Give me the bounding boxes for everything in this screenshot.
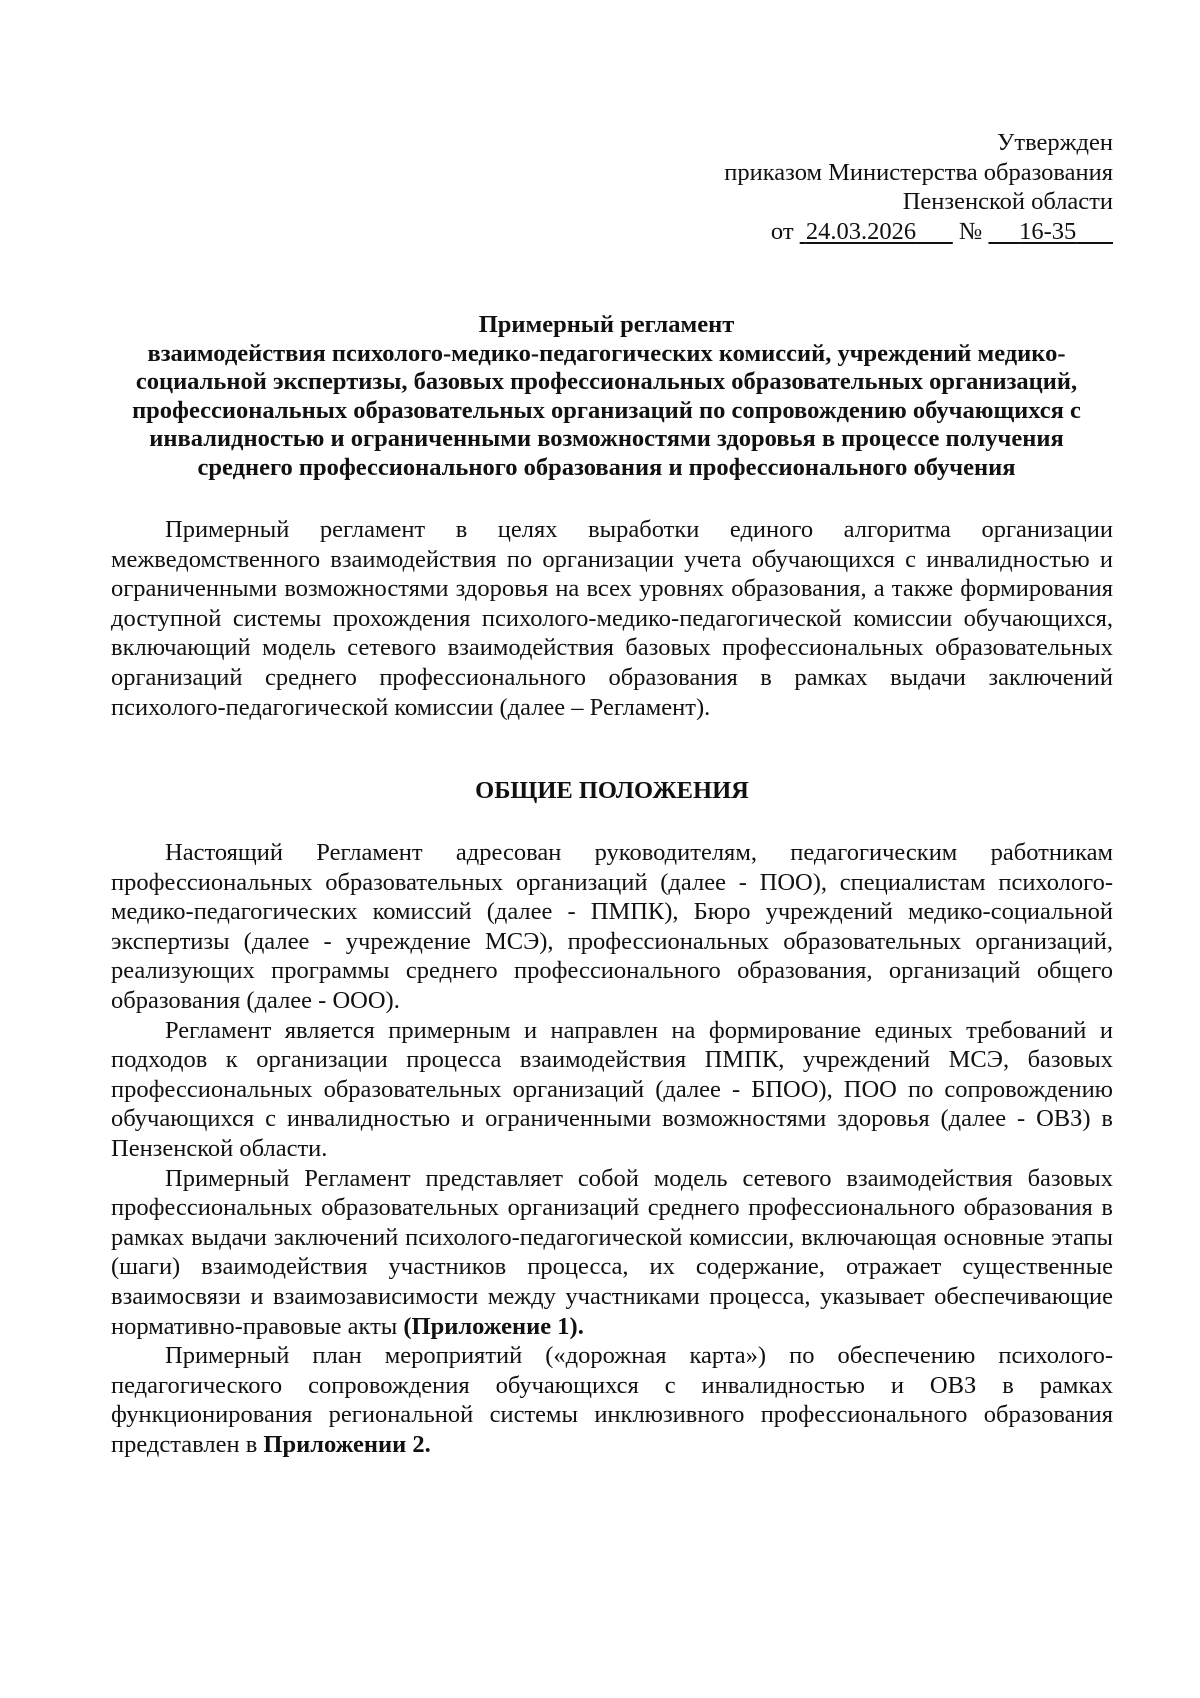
title-line-4: профессиональных образовательных организаций по сопровождению обучающихся с: [132, 396, 1081, 424]
paragraph-1: Настоящий Регламент адресован руководителям, педагогическим работникам профессиональных образовательных организаций (далее - ПОО), специалистам психолого-медико-педагогических комиссий (далее - ПМПК), Бюро учреждений медико-социальной экспертизы (далее - учреждение МСЭ), профессиональных образовательных организаций, реализующих программы среднего профессионального образования, организаций общего образования (далее - ООО).: [111, 839, 1113, 1014]
order-date: 24.03.2026: [805, 217, 917, 245]
title-line-1: Примерный регламент: [478, 311, 735, 338]
paragraph-2: Регламент является примерным и направлен на формирование единых требований и подходов к организации процесса взаимодействия ПМПК, учреждений МСЭ, базовых профессиональных образовательных организаций (далее - БПОО), ПОО по сопровождению обучающихся с инвалидностью и ограниченными возможностями здоровья (далее - ОВЗ) в Пензенской области.: [111, 1016, 1113, 1162]
appendix-1-reference: (Приложение 1).: [403, 1312, 584, 1340]
approval-line-4: [724, 217, 1113, 247]
number-label: №: [958, 217, 983, 245]
intro-section: [111, 515, 1113, 722]
approval-block: [724, 128, 1113, 246]
paragraph-3-text: Примерный Регламент представляет собой модель сетевого взаимодействия базовых профессиональных образовательных организаций среднего профессионального образования в рамках выдачи заключений психолого-педагогической комиссии, включающая основные этапы (шаги) взаимодействия участников процесса, их содержание, отражает существенные взаимосвязи и взаимозависимости между участниками процесса, указывает обеспечивающие нормативно-правовые акты: [111, 1164, 1113, 1340]
paragraph-4-text: Примерный план мероприятий («дорожная карта») по обеспечению психолого-педагогического сопровождения обучающихся с инвалидностью и ОВЗ в рамках функционирования региональной системы инклюзивного профессионального образования представлен в: [111, 1342, 1113, 1458]
title-line-6: среднего профессионального образования и профессионального обучения: [197, 453, 1016, 481]
section-heading: ОБЩИЕ ПОЛОЖЕНИЯ: [475, 777, 749, 804]
paragraph-4: [111, 1341, 1113, 1459]
order-number-field: [988, 218, 1113, 245]
paragraph-3: [111, 1164, 1113, 1342]
document-title: [100, 311, 1113, 483]
order-number: 16-35: [1019, 217, 1077, 245]
order-date-field: [800, 218, 953, 245]
title-line-2: взаимодействия психолого-медико-педагогических комиссий, учреждений медико-: [147, 339, 1066, 367]
intro-paragraph: Примерный регламент в целях выработки единого алгоритма организации межведомственного взаимодействия по организации учета обучающихся с инвалидностью и ограниченными возможностями здоровья на всех уровнях образования, а также формирования доступной системы прохождения психолого-медико-педагогической комиссии обучающихся, включающий модель сетевого взаимодействия базовых профессиональных образовательных организаций среднего профессионального образования в рамках выдачи заключений психолого-педагогической комиссии (далее – Регламент).: [111, 516, 1113, 721]
approval-line-3: Пензенской области: [902, 188, 1113, 215]
approval-line-1: Утвержден: [997, 129, 1113, 156]
title-line-5: инвалидностью и ограниченными возможностями здоровья в процессе получения: [149, 425, 1064, 453]
appendix-2-reference: Приложении 2.: [263, 1430, 431, 1458]
approval-line-2: приказом Министерства образования: [724, 158, 1113, 186]
title-line-3: социальной экспертизы, базовых профессиональных образовательных организаций,: [135, 368, 1078, 396]
from-label: от: [770, 217, 794, 245]
general-provisions-section: [111, 838, 1113, 1459]
